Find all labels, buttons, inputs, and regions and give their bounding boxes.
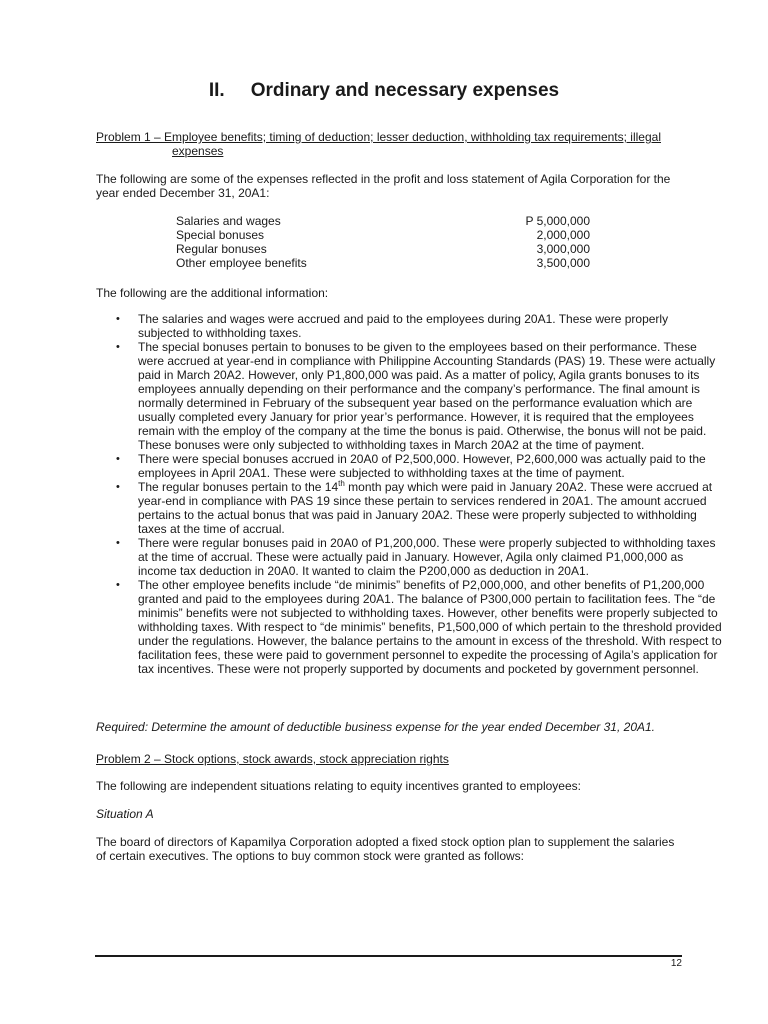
section-number: II. xyxy=(208,80,225,101)
expense-label: Other employee benefits xyxy=(176,256,307,270)
bullet-text: • There were special bonuses accrued in 20A0 of P2,500,000. However, P2,600,000 was actually paid to the employees in April 20A1. These were subjected to withholding taxes at the time of payment. xyxy=(138,452,706,480)
expense-table xyxy=(176,214,590,270)
expense-amount: P 5,000,000 xyxy=(525,214,590,228)
table-row xyxy=(176,242,590,256)
expense-amount: 3,000,000 xyxy=(536,242,590,256)
problem2-intro: The following are independent situations relating to equity incentives granted to employees: xyxy=(96,779,581,793)
section-heading: Ordinary and necessary expenses xyxy=(250,80,560,101)
problem1-intro: The following are some of the expenses reflected in the profit and loss statement of Agila Corporation for the year ended December 31, 20A1: xyxy=(96,172,671,200)
bullet-text: • There were regular bonuses paid in 20A0 of P1,200,000. These were properly subjected to withholding taxes at the time of accrual. These were actually paid in January. However, Agila only claimed P1,000,000 as income tax deduction in 20A0. It wanted to claim the P200,000 as deduction in 20A1. xyxy=(138,536,716,578)
list-item xyxy=(138,480,722,536)
list-item xyxy=(138,452,722,480)
expense-label: Special bonuses xyxy=(176,228,265,242)
problem1-heading-line1: Problem 1 – Employee benefits; timing of deduction; lesser deduction, withholding tax requirements; illegal xyxy=(96,130,661,144)
expense-amount: 3,500,000 xyxy=(536,256,590,270)
page-number: 12 xyxy=(670,958,682,969)
regular-bonus-text-start: The regular bonuses pertain to the 14 xyxy=(138,480,339,494)
footer-divider xyxy=(95,955,682,957)
situation-a-text: The board of directors of Kapamilya Corporation adopted a fixed stock option plan to supplement the salaries of certain executives. The options to buy common stock were granted as follows: xyxy=(96,835,675,863)
expense-amount: 2,000,000 xyxy=(536,228,590,242)
table-row xyxy=(176,214,590,228)
situation-a-label: Situation A xyxy=(96,807,154,821)
list-item xyxy=(138,536,722,578)
additional-info-list xyxy=(96,312,722,676)
list-item xyxy=(138,340,722,452)
problem1-heading xyxy=(96,130,676,158)
expense-label: Regular bonuses xyxy=(176,242,267,256)
regular-bonus-text-end: month pay which were paid in January 20A2. These were accrued at year-end in compliance with PAS 19 since these pertain to services rendered in 20A1. The amount accrued pertains to the actual bonus that was paid in January 20A2. These were properly subjected to withholding taxes at the time of accrual. xyxy=(138,480,713,536)
list-item xyxy=(138,578,722,676)
expense-label: Salaries and wages xyxy=(176,214,281,228)
problem1-required: Required: Determine the amount of deductible business expense for the year ended December 31, 20A1. xyxy=(96,720,656,734)
problem2-heading: Problem 2 – Stock options, stock awards, stock appreciation rights xyxy=(96,752,449,766)
section-title xyxy=(0,80,768,102)
ordinal-superscript: th xyxy=(338,479,345,488)
table-row xyxy=(176,256,590,270)
list-item xyxy=(138,312,722,340)
table-row xyxy=(176,228,590,242)
problem1-heading-line2: expenses xyxy=(172,144,224,158)
bullet-text: • The other employee benefits include “de minimis” benefits of P2,000,000, and other benefits of P1,200,000 granted and paid to the employees during 20A1. The balance of P300,000 pertain to facilitation fees. The “de minimis” benefits were not subjected to withholding taxes. However, other benefits were properly subjected to withholding taxes. With respect to “de minimis” benefits, P1,500,000 of which pertain to the threshold provided under the regulations. However, the balance pertains to the amount in excess of the threshold. With respect to facilitation fees, these were paid to government personnel to expedite the processing of Agila’s application for tax incentives. These were not properly supported by documents and pocketed by government personnel. xyxy=(138,578,722,676)
bullet-text xyxy=(138,480,722,536)
bullet-text: • The salaries and wages were accrued and paid to the employees during 20A1. These were properly subjected to withholding taxes. xyxy=(138,312,669,340)
bullet-text: • The special bonuses pertain to bonuses to be given to the employees based on their performance. These were accrued at year-end in compliance with Philippine Accounting Standards (PAS) 19. These were actually paid in March 20A2. However, only P1,800,000 was paid. As a matter of policy, Agila grants bonuses to its employees annually depending on their performance and the company’s performance. The final amount is normally determined in February of the subsequent year based on the performance evaluation which are usually completed every January for prior year’s performance. However, it is required that the employees remain with the employ of the company at the time the bonus is paid. Otherwise, the bonus will not be paid. These bonuses were only subjected to withholding taxes in March 20A2 at the time of payment. xyxy=(138,340,716,452)
additional-info-intro: The following are the additional information: xyxy=(96,286,329,300)
